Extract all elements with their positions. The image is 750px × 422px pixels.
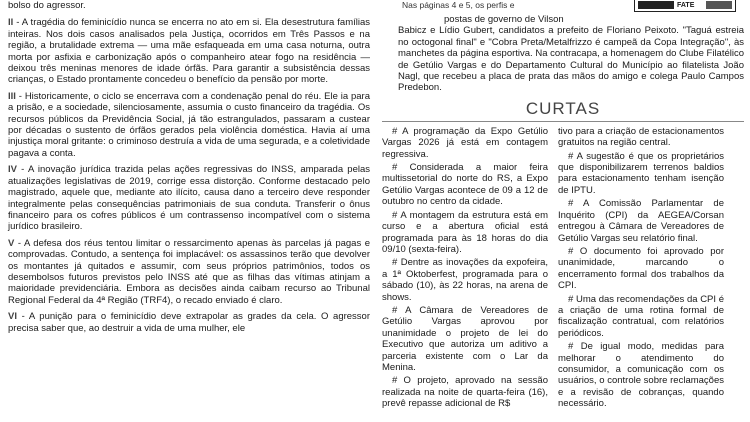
note-item: # Dentre as inovações da expofeira, a 1ª Oktoberfest, programada para o sábado (10), às 22 horas, na arena de shows. bbox=[382, 257, 548, 303]
roman-numeral: V bbox=[8, 237, 15, 249]
paragraph-text: - A punição para o feminicídio deve extrapolar as grades da cela. O agressor precisa saber que, ao destruir a vida de uma mulher, ele bbox=[8, 311, 370, 334]
note-item: # O projeto, aprovado na sessão realizada na noite de quarta-feira (16), prevê repasse adicional de R$ bbox=[382, 375, 548, 410]
paragraph-text: - A defesa dos réus tentou limitar o ressarcimento apenas às parcelas já pagas e comprovadas. Contudo, a sentença foi implacável: os assassinos terão que devolver os montantes já quitados e assumir, com seus próprios patrimônios, todos os desembolsos futuros previstos pelo INSS até que as filhas das vítimas atinjam a maioridade previdenciária. Embora as decisões ainda caibam recurso ao Tribunal Regional Federal da 4ª Região (TRF4), o recado enviado é claro. bbox=[8, 237, 370, 306]
thumbnail-image bbox=[634, 0, 736, 12]
thumbnail-dark-bar bbox=[638, 1, 674, 9]
section-divider bbox=[382, 121, 744, 122]
roman-numeral: II bbox=[8, 17, 14, 29]
paragraph-text: - A tragédia do feminicídio nunca se encerra no ato em si. Ela desestrutura famílias inteiras. Nos dois casos analisados pela Justiça, ocorridos em Três Passos e na região, a brutalidade extrema — uma mãe esfaqueada em uma casa noturna, outra morta por asfixia e carbonização após o companheiro atear fogo na residência — deixou três meninas menores de idade órfãs. Para garantir a subsistência dessas crianças, o Estado prontamente concedeu o benefício da pensão por morte. bbox=[8, 17, 370, 86]
right-column bbox=[382, 0, 744, 412]
thumbnail-dark-bar bbox=[706, 1, 732, 9]
note-item: # A Comissão Parlamentar de Inquérito (CPI) da AEGEA/Corsan entregou à Câmara de Vereadores de Getúlio Vargas seu relatório final. bbox=[558, 198, 724, 244]
roman-numeral: III bbox=[8, 90, 16, 102]
summary-paragraph bbox=[382, 14, 744, 94]
paragraph-i-end: bolso do agressor. bbox=[8, 0, 86, 11]
roman-numeral: VI bbox=[8, 311, 17, 323]
note-item: # A montagem da estrutura está em curso e a abertura oficial está programada para às 18 horas do dia 09/10 (sexta-feira). bbox=[382, 209, 548, 255]
paragraph-iii bbox=[8, 91, 370, 159]
notes-column-1 bbox=[382, 126, 548, 412]
paragraph-ii bbox=[8, 17, 370, 85]
note-item: # A programação da Expo Getúlio Vargas 2026 já está em contagem regressiva. bbox=[382, 125, 548, 160]
paragraph-text: - Historicamente, o ciclo se encerrava com a condenação penal do réu. Ele ia para a prisão, e a sociedade, silenciosamente, assumia o custo financeiro da tragédia. Os recursos públicos da Previdência Social, já tão estrangulados, passaram a custear por décadas o sustento de órfãos gerados pela violência doméstica. Havia aí uma injustiça moral gritante: o criminoso destruía a vida de uma segurada, e a coletividade pagava a conta. bbox=[8, 90, 370, 159]
note-item: # Uma das recomendações da CPI é a criação de uma rotina formal de fiscalização contratual, com relatórios periódicos. bbox=[558, 293, 724, 339]
thumbnail-label: FATE bbox=[677, 1, 695, 9]
notes-column-2 bbox=[558, 126, 724, 412]
paragraph-iv bbox=[8, 164, 370, 232]
paragraph-v bbox=[8, 238, 370, 306]
caption-block bbox=[382, 0, 514, 10]
image-caption: Nas páginas 4 e 5, os perfis e bbox=[402, 0, 515, 10]
note-item: # A Câmara de Vereadores de Getúlio Vargas aprovou por unanimidade o projeto de lei do Executivo que autoriza um aditivo a parceria existente com o Lar da Menina. bbox=[382, 304, 548, 373]
note-item: # A sugestão é que os proprietários que disponibilizarem terrenos baldios para estacionamento tenham isenção de IPTU. bbox=[558, 150, 724, 196]
notes-columns bbox=[382, 126, 744, 412]
note-continuation: tivo para a criação de estacionamentos gratuitos na região central. bbox=[558, 125, 724, 149]
paragraph-vi bbox=[8, 311, 370, 334]
note-item: # O documento foi aprovado por unanimidade, marcando o encerramento formal dos trabalhos da CPI. bbox=[558, 245, 724, 292]
left-article-column bbox=[8, 0, 370, 339]
note-item: # Considerada a maior feira multissetorial do norte do RS, a Expo Getúlio Vargas acontece de 09 a 12 de outubro no centro da cidade. bbox=[382, 162, 548, 208]
summary-line-start: postas de governo de Vilson bbox=[444, 14, 564, 25]
roman-numeral: IV bbox=[8, 164, 17, 176]
summary-text: Babicz e Lídio Gubert, candidatos a prefeito de Floriano Peixoto. "Taguá estreia no octogonal final" e "Cobra Preta/Metalfrizzo é campeã da Copa Integração", às manchetes da página esportiva. Na contracapa, a homenagem do Clube Filatélico de Getúlio Vargas e do Departamento Cultural do Município ao filatelista João Nagl, que recebeu a placa de prata das mãos do amigo e colega Paulo Campos Predebon. bbox=[398, 25, 744, 94]
caption-row bbox=[382, 0, 744, 14]
paragraph-text: - A inovação jurídica trazida pelas ações regressivas do INSS, amparada pelas atualizações legislativas de 2019, corrige essa distorção. Conforme destacado pelo magistrado, aquele que, mediante ato ilícito, causa dano a terceiro deve responder integralmente pelas consequências patrimoniais de sua conduta. Transferir o ônus financeiro para os cofres públicos é um contrassenso incompatível com o sistema jurídico brasileiro. bbox=[8, 164, 370, 233]
section-title: CURTAS bbox=[525, 98, 601, 118]
note-item: # De igual modo, medidas para melhorar o atendimento do consumidor, a comunicação com os usuários, o controle sobre reclamações e a revisão de cobranças, quando necessário. bbox=[558, 341, 724, 410]
